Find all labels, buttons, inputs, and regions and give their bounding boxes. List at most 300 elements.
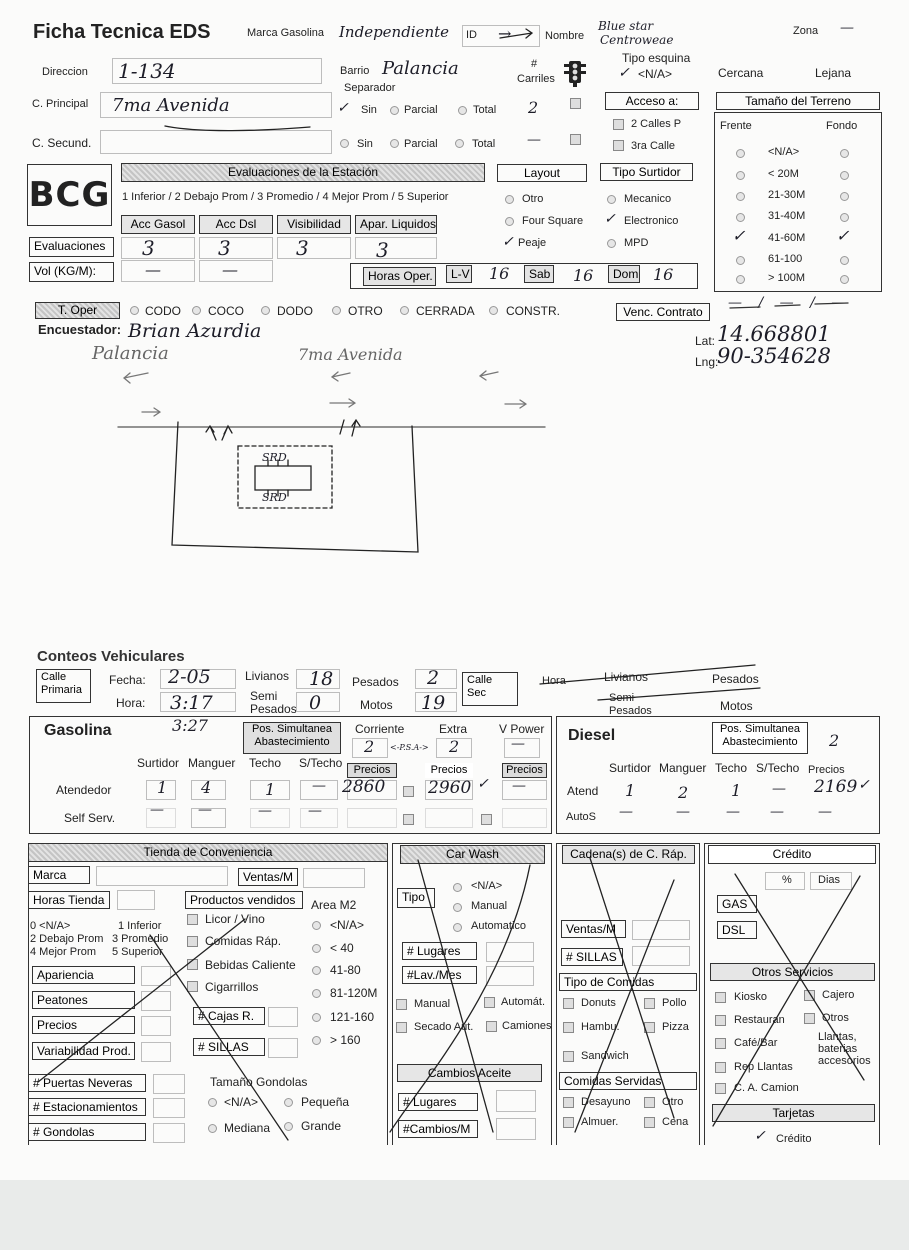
eval-value-visibilidad: 3 (296, 236, 309, 260)
tarjeta-credito-label: Crédito (776, 1133, 812, 1145)
eval-field[interactable] (121, 237, 195, 259)
cajas-field[interactable] (268, 1007, 298, 1027)
zona-value[interactable]: — (840, 20, 854, 36)
tipo-comida-check[interactable] (644, 1022, 655, 1033)
fondo-radio[interactable] (840, 171, 849, 180)
vol-value: — (145, 260, 161, 279)
secund-parcial-option[interactable]: Parcial (404, 138, 438, 150)
servicio-label: C. A. Camion (734, 1082, 799, 1094)
horas-tienda-field[interactable] (117, 890, 155, 910)
comida-servida-label: Otro (662, 1096, 684, 1108)
dsl-col-s-techo: S/Techo (756, 761, 800, 775)
layout-radio[interactable] (505, 195, 514, 204)
calle-sec-label: Calle Sec (462, 672, 518, 706)
fondo-radio[interactable] (840, 213, 849, 222)
cadena-sillas-field[interactable] (632, 946, 690, 966)
comida-servida-check[interactable] (644, 1097, 655, 1108)
frente-selected-mark: ✓ (732, 226, 746, 245)
t-oper-radio[interactable] (332, 306, 341, 315)
barrio-label: Barrio (340, 65, 370, 77)
servicio-check[interactable] (715, 992, 726, 1003)
cercana-label: Cercana (718, 66, 764, 80)
carwash-check-label: Secado Aut. (414, 1021, 474, 1033)
comida-servida-check[interactable] (563, 1117, 574, 1128)
tienda-sillas-label: # SILLAS (193, 1038, 265, 1056)
tamano-radio[interactable] (284, 1098, 293, 1107)
cadena-sillas-label: # SILLAS (561, 948, 623, 966)
livianos-value: 18 (309, 668, 334, 690)
area-radio[interactable] (312, 989, 321, 998)
vpower-label: V Power (499, 722, 545, 736)
self-value: — (150, 802, 164, 818)
area-option[interactable]: > 160 (330, 1033, 361, 1047)
servicio-label: Otros (822, 1012, 849, 1024)
tamano-option[interactable]: Grande (301, 1119, 342, 1133)
terreno-option[interactable]: 61-100 (768, 253, 803, 265)
servicio-check[interactable] (715, 1062, 726, 1073)
vol-row-label: Vol (KG/M): (29, 262, 114, 282)
separador-parcial-option[interactable]: Parcial (404, 104, 438, 116)
diesel-precio-check: ✓ (858, 777, 870, 793)
terreno-option[interactable]: 31-40M (768, 210, 806, 222)
area-option[interactable]: 41-80 (330, 963, 361, 977)
surtidor-radio[interactable] (607, 195, 616, 204)
tercera-calle-check[interactable] (613, 140, 624, 151)
tienda-marca-label: Marca (28, 866, 90, 884)
dsl-col-surtidor: Surtidor (609, 761, 652, 775)
cadena-header: Cadena(s) de C. Ráp. (562, 845, 695, 864)
tienda-eval-field[interactable] (141, 966, 171, 986)
tamano-radio[interactable] (208, 1098, 217, 1107)
cambios-aceite-header: Cambios Aceite (397, 1064, 542, 1082)
dsl-col-techo: Techo (715, 761, 748, 775)
carriles-secund-value[interactable]: — (527, 132, 541, 148)
area-option[interactable]: 81-120M (330, 986, 378, 1000)
secund-parcial-radio[interactable] (390, 139, 399, 148)
barrio-value[interactable]: Palancia (382, 58, 459, 79)
nombre-value-line1[interactable]: Blue star (598, 19, 654, 33)
form-title: Ficha Tecnica EDS (33, 21, 211, 43)
diesel-atend-value[interactable]: 2 (678, 783, 689, 802)
tienda-eval-label: Peatones (32, 991, 135, 1009)
evaluaciones-row-label: Evaluaciones (29, 237, 114, 257)
t-oper-radio[interactable] (130, 306, 139, 315)
t-oper-option[interactable]: CERRADA (416, 304, 475, 318)
diesel-autos-label: AutoS (566, 811, 596, 823)
fondo-radio[interactable] (840, 256, 849, 265)
terreno-option[interactable]: <N/A> (768, 146, 800, 158)
separador-label: Separador (344, 82, 396, 94)
carwash-lav-field[interactable] (486, 966, 534, 986)
surtidor-radio[interactable] (607, 239, 616, 248)
comida-servida-label: Cena (662, 1116, 689, 1128)
cambios-lugares-label: # Lugares (398, 1093, 478, 1111)
carwash-tipo-option[interactable]: Manual (471, 900, 508, 912)
diesel-atend-label: Atend (567, 784, 599, 798)
precio-corriente-check[interactable] (403, 786, 414, 797)
diesel-autos-value[interactable]: — (726, 804, 740, 820)
tamano-gondolas-label: Tamaño Gondolas (210, 1075, 308, 1089)
gas-atend-manguer: 4 (201, 778, 212, 797)
diesel-pos-sim-value[interactable]: 2 (829, 731, 840, 750)
diesel-atend-value[interactable]: 1 (625, 781, 636, 800)
t-oper-radio[interactable] (261, 306, 270, 315)
tienda-bottom-label: # Puertas Neveras (28, 1074, 146, 1092)
frente-label: Frente (720, 120, 752, 132)
extra-label: Extra (439, 722, 468, 736)
sketch-pump-island (255, 466, 311, 490)
psa-annotation: <-P.S.A-> (390, 743, 429, 752)
credito-dias-label: Dias (818, 874, 841, 886)
tipo-comida-check[interactable] (563, 1051, 574, 1062)
layout-radio[interactable] (505, 217, 514, 226)
separador-sin-check: ✓ (337, 100, 349, 116)
direccion-label: Direccion (42, 66, 88, 78)
frente-radio[interactable] (736, 275, 745, 284)
credito-gas-label: GAS (717, 895, 757, 913)
tipo-esquina-mark: ✓ (618, 65, 630, 81)
producto-check[interactable] (187, 914, 198, 925)
motos-label: Motos (360, 698, 393, 712)
traffic-light-icon (562, 60, 588, 88)
producto-label: Cigarrillos (205, 980, 259, 994)
dom-hours-value[interactable]: 16 (653, 265, 674, 284)
tienda-bottom-label: # Gondolas (28, 1123, 146, 1141)
lat-value[interactable]: 14.668801 (717, 322, 831, 346)
hora-label: Hora: (116, 696, 146, 710)
self-value: — (198, 802, 212, 818)
self-precio-check[interactable] (481, 814, 492, 825)
tienda-bottom-field[interactable] (153, 1098, 185, 1118)
tipo-comidas-header: Tipo de Comidas (559, 973, 697, 991)
motos2-label: Motos (720, 699, 753, 713)
t-oper-radio[interactable] (192, 306, 201, 315)
tamano-option[interactable]: <N/A> (224, 1095, 259, 1109)
tienda-sillas-field[interactable] (268, 1038, 298, 1058)
servicio-label: Restauran (734, 1014, 785, 1026)
c-principal-label: C. Principal (32, 98, 89, 110)
credito-dsl-label: DSL (717, 921, 757, 939)
carwash-tipo-radio[interactable] (453, 883, 462, 892)
tarjetas-header: Tarjetas (712, 1104, 875, 1122)
carwash-check[interactable] (484, 997, 495, 1008)
tienda-ventas-field[interactable] (303, 868, 365, 888)
surtidor-option[interactable]: Mecanico (624, 193, 672, 205)
hora2-label: Hora (542, 675, 566, 687)
tienda-scale: 4 Mejor Prom (30, 946, 97, 958)
secund-sin-radio[interactable] (340, 139, 349, 148)
carwash-tipo-option[interactable]: <N/A> (471, 880, 503, 892)
carriles-principal-check[interactable] (570, 98, 581, 109)
diesel-atend-value[interactable]: — (772, 781, 786, 797)
encuestador-value[interactable]: Brian Azurdia (128, 320, 262, 342)
area-option[interactable]: <N/A> (330, 918, 365, 932)
sketch-exit-arrows-icon (340, 420, 360, 436)
gasolina-title: Gasolina (44, 722, 112, 739)
surtidor-option[interactable]: Electronico (624, 215, 679, 227)
area-option[interactable]: 121-160 (330, 1010, 375, 1024)
self-precio-check[interactable] (403, 814, 414, 825)
t-oper-option[interactable]: CONSTR. (506, 304, 560, 318)
diesel-autos-value[interactable]: — (770, 804, 784, 820)
carriles-principal-value[interactable]: 2 (528, 98, 539, 117)
semi-pesados-value: 0 (309, 692, 322, 714)
gas-col-surtidor: Surtidor (137, 756, 180, 770)
area-radio[interactable] (312, 944, 321, 953)
diesel-autos-value[interactable]: — (818, 804, 832, 820)
atendedor-label: Atendedor (56, 783, 112, 797)
separador-total-option[interactable]: Total (473, 104, 497, 116)
fecha-value: 2-05 (168, 666, 211, 688)
producto-check[interactable] (187, 936, 198, 947)
surtidor-option[interactable]: MPD (624, 237, 649, 249)
terreno-option[interactable]: 21-30M (768, 189, 806, 201)
carwash-lugares-field[interactable] (486, 942, 534, 962)
servicio-check[interactable] (715, 1015, 726, 1026)
dos-calles-check[interactable] (613, 119, 624, 130)
hora-value: 3:17 (170, 692, 213, 714)
tipo-comida-check[interactable] (563, 1022, 574, 1033)
c-secund-field[interactable] (100, 130, 332, 154)
frente-radio[interactable] (736, 213, 745, 222)
t-oper-option[interactable]: CODO (145, 304, 181, 318)
extra-pos-value: 2 (449, 737, 460, 756)
dom-label: Dom (608, 265, 640, 283)
calle-primaria-label: Calle Primaria (36, 669, 91, 703)
self-precio-field[interactable] (425, 808, 473, 828)
sketch-street-palancia: Palancia (92, 343, 169, 364)
self-serv-label: Self Serv. (64, 811, 116, 825)
carwash-check-label: Camiones (502, 1020, 552, 1032)
servicio-label: Café/Bar (734, 1037, 778, 1049)
tienda-header: Tienda de Conveniencia (28, 843, 388, 862)
sketch-pump-label: SRD (262, 451, 287, 464)
frente-radio[interactable] (736, 171, 745, 180)
terreno-option[interactable]: > 100M (768, 272, 805, 284)
secund-sin-option[interactable]: Sin (357, 138, 373, 150)
tipo-comida-label: Sandwich (581, 1050, 629, 1062)
livianos2-label: Livianos (604, 670, 649, 684)
corriente-label: Corriente (355, 722, 405, 736)
carwash-tipo-label: Tipo (397, 888, 435, 908)
producto-check[interactable] (187, 959, 198, 970)
carwash-lav-label: #Lav./Mes (402, 966, 477, 984)
tamano-option[interactable]: Pequeña (301, 1095, 350, 1109)
vpower-pos-value: — (511, 736, 525, 752)
frente-radio[interactable] (736, 256, 745, 265)
gas-col-techo: Techo (249, 756, 282, 770)
tienda-scale: 1 Inferior (118, 920, 162, 932)
conteos-title: Conteos Vehiculares (37, 648, 185, 665)
direccion-value: 1-134 (118, 59, 176, 83)
tipo-comida-label: Pizza (662, 1021, 689, 1033)
tienda-eval-label: Precios (32, 1016, 135, 1034)
tamano-radio[interactable] (284, 1122, 293, 1131)
gas-atend-stecho: — (312, 778, 326, 794)
diesel-autos-value[interactable]: — (676, 804, 690, 820)
encuestador-label: Encuestador: (38, 322, 122, 337)
diesel-autos-value[interactable]: — (619, 804, 633, 820)
servicio-check[interactable] (715, 1038, 726, 1049)
tienda-scale: 3 Promedio (112, 933, 169, 945)
cadena-ventas-label: Ventas/M (561, 920, 626, 938)
dsl-col-manguer: Manguer (659, 761, 707, 775)
carwash-check[interactable] (486, 1021, 497, 1032)
cambios-mes-label: #Cambios/M (398, 1120, 478, 1138)
area-option[interactable]: < 40 (330, 941, 354, 955)
dos-calles-label: 2 Calles P (631, 118, 682, 130)
self-value: — (308, 803, 322, 819)
self-precio-field[interactable] (502, 808, 547, 828)
carwash-check[interactable] (396, 999, 407, 1010)
comida-servida-check[interactable] (563, 1097, 574, 1108)
t-oper-option[interactable]: COCO (208, 304, 244, 318)
marca-gasolina-value[interactable]: Independiente (339, 23, 450, 41)
self-precio-field[interactable] (347, 808, 397, 828)
secund-total-option[interactable]: Total (472, 138, 496, 150)
tamano-option[interactable]: Mediana (224, 1121, 271, 1135)
eval-value-apar-liquidos: 3 (376, 238, 389, 262)
terreno-option[interactable]: < 20M (768, 168, 799, 180)
servicio-check[interactable] (804, 990, 815, 1001)
tienda-scale: 2 Debajo Prom (30, 933, 104, 945)
arrow-right-icon (505, 400, 526, 408)
venc-contrato-label: Venc. Contrato (616, 303, 710, 321)
tamano-radio[interactable] (208, 1124, 217, 1133)
tienda-bottom-field[interactable] (153, 1123, 185, 1143)
layout-option[interactable]: Otro (522, 193, 544, 205)
t-oper-option[interactable]: DODO (277, 304, 313, 318)
sab-hours-value[interactable]: 16 (573, 266, 594, 285)
separador-parcial-radio[interactable] (390, 106, 399, 115)
fondo-radio[interactable] (840, 149, 849, 158)
comida-servida-check[interactable] (644, 1117, 655, 1128)
carwash-check-label: Manual (414, 998, 451, 1010)
t-oper-radio[interactable] (489, 306, 498, 315)
comida-servida-label: Almuer. (581, 1116, 619, 1128)
eval-col-visibilidad: Visibilidad (277, 215, 351, 234)
area-radio[interactable] (312, 921, 321, 930)
servicio-label: Kiosko (734, 991, 768, 1003)
eval-value-acc-dsl: 3 (218, 236, 231, 260)
tienda-marca-field[interactable] (96, 866, 228, 886)
arrow-left-icon (480, 371, 498, 380)
t-oper-radio[interactable] (400, 306, 409, 315)
acceso-header: Acceso a: (605, 92, 699, 110)
otros-servicios-header: Otros Servicios (710, 963, 875, 981)
separador-sin-option[interactable]: Sin (361, 104, 377, 116)
credito-pct-label: % (782, 874, 792, 886)
layout-header: Layout (497, 164, 587, 182)
eval-field[interactable] (355, 237, 437, 259)
cambios-mes-field[interactable] (496, 1118, 536, 1140)
corriente-pos-value: 2 (364, 737, 375, 756)
fondo-label: Fondo (826, 120, 858, 132)
carwash-lugares-label: # Lugares (402, 942, 477, 960)
area-radio[interactable] (312, 1013, 321, 1022)
lng-value[interactable]: 90-354628 (717, 344, 831, 368)
fondo-radio[interactable] (840, 275, 849, 284)
fondo-radio[interactable] (840, 192, 849, 201)
zona-label: Zona (793, 25, 819, 37)
gas-col-s-techo: S/Techo (299, 756, 343, 770)
tipo-comida-check[interactable] (563, 998, 574, 1009)
t-oper-option[interactable]: OTRO (348, 304, 383, 318)
layout-option[interactable]: Peaje (518, 237, 547, 249)
diesel-title: Diesel (568, 727, 616, 744)
carwash-tipo-radio[interactable] (453, 923, 462, 932)
cambios-lugares-field[interactable] (496, 1090, 536, 1112)
pesados2-label: Pesados (712, 672, 759, 686)
dsl-col-precios: Precios (808, 764, 845, 776)
frente-radio[interactable] (736, 192, 745, 201)
diesel-precio-value[interactable]: 2169 (814, 777, 858, 797)
carwash-tipo-radio[interactable] (453, 903, 462, 912)
secund-total-radio[interactable] (455, 139, 464, 148)
servicio-label: Rep Llantas (734, 1061, 793, 1073)
id-label: ID (466, 29, 477, 41)
tienda-bottom-label: # Estacionamientos (28, 1098, 146, 1116)
tienda-eval-field[interactable] (141, 1042, 171, 1062)
cajas-label: # Cajas R. (193, 1007, 265, 1025)
lv-hours-value[interactable]: 16 (489, 264, 510, 283)
producto-label: Bebidas Caliente (205, 958, 296, 972)
carwash-check[interactable] (396, 1022, 407, 1033)
servicio-check[interactable] (804, 1013, 815, 1024)
carwash-tipo-option[interactable]: Automatico (471, 920, 527, 932)
producto-label: Comidas Ráp. (205, 934, 282, 948)
area-radio[interactable] (312, 1036, 321, 1045)
tienda-ventas-label: Ventas/M (238, 868, 298, 886)
tipo-esquina-value[interactable]: <N/A> (638, 67, 673, 81)
sab-label: Sab (524, 265, 554, 283)
cadena-ventas-field[interactable] (632, 920, 690, 940)
area-label: Area M2 (311, 898, 357, 912)
tipo-comida-check[interactable] (644, 998, 655, 1009)
diesel-atend-value[interactable]: 1 (731, 781, 742, 800)
evaluaciones-scale: 1 Inferior / 2 Debajo Prom / 3 Promedio / 4 Mejor Prom / 5 Superior (122, 191, 449, 203)
carriles-secund-check[interactable] (570, 134, 581, 145)
frente-radio[interactable] (736, 149, 745, 158)
gas-atend-surtidor: 1 (157, 778, 168, 797)
terreno-option[interactable]: 41-60M (768, 232, 806, 244)
semi-pesados-label: Semi Pesados (250, 689, 297, 716)
tercera-calle-label: 3ra Calle (631, 140, 676, 152)
tienda-eval-field[interactable] (141, 991, 171, 1011)
diesel-pos-sim-label: Pos. Simultanea Abastecimiento (712, 722, 808, 754)
marca-gasolina-label: Marca Gasolina (247, 27, 325, 39)
separador-total-radio[interactable] (458, 106, 467, 115)
eval-field[interactable] (277, 237, 351, 259)
producto-label: Licor / Vino (205, 912, 265, 926)
layout-option[interactable]: Four Square (522, 215, 584, 227)
gas-precios-label: Precios (502, 763, 547, 778)
eval-field[interactable] (199, 237, 273, 259)
servicio-check[interactable] (715, 1083, 726, 1094)
nombre-value-line2[interactable]: Centroweae (600, 33, 674, 47)
tienda-bottom-field[interactable] (153, 1074, 185, 1094)
t-oper-label: T. Oper (35, 302, 120, 319)
tienda-eval-label: Variabilidad Prod. (32, 1042, 135, 1060)
venc-contrato-value[interactable]: — / — / — (728, 295, 852, 311)
tienda-eval-field[interactable] (141, 1016, 171, 1036)
area-radio[interactable] (312, 966, 321, 975)
horas-oper-label: Horas Oper. (363, 267, 436, 286)
comida-servida-label: Desayuno (581, 1096, 631, 1108)
pesados-value: 2 (427, 667, 440, 689)
producto-check[interactable] (187, 981, 198, 992)
arrow-right-icon (330, 399, 355, 407)
